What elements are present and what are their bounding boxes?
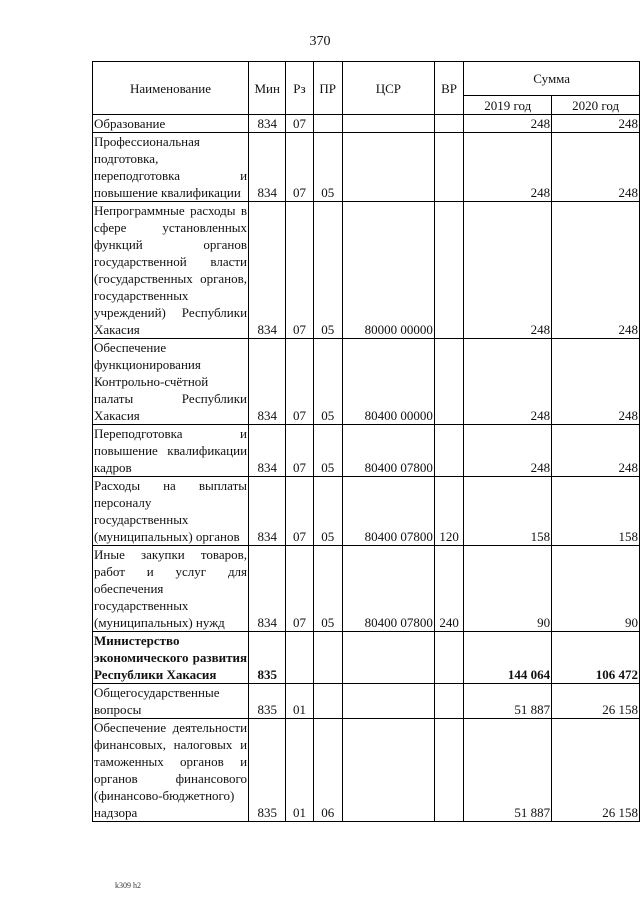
- cell-2019: 90: [464, 546, 552, 632]
- cell-name: Министерство экономического развития Республики Хакасия: [94, 633, 248, 682]
- cell-vr: 240: [434, 546, 464, 632]
- cell-2019: 51 887: [464, 719, 552, 822]
- cell-csr: [342, 719, 434, 822]
- cell-rz: [286, 632, 313, 684]
- header-2020: 2020 год: [552, 96, 640, 115]
- cell-2019: 248: [464, 425, 552, 477]
- cell-name: Обеспечение функционирования Контрольно-счётной палаты Республики Хакасия: [94, 340, 248, 423]
- cell-csr: 80000 00000: [342, 202, 434, 339]
- cell-rz: 07: [286, 339, 313, 425]
- cell-min: 834: [249, 115, 286, 133]
- cell-csr: 80400 07800: [342, 425, 434, 477]
- cell-2019: 144 064: [464, 632, 552, 684]
- table-row: [93, 425, 640, 477]
- cell-rz: 07: [286, 202, 313, 339]
- cell-name: Образование: [93, 115, 249, 133]
- cell-rz: 07: [286, 425, 313, 477]
- cell-name: Расходы на выплаты персоналу государственных (муниципальных) органов: [94, 478, 248, 544]
- header-rz: Рз: [286, 62, 313, 115]
- cell-2019: 248: [464, 133, 552, 202]
- cell-csr: [342, 684, 434, 719]
- cell-vr: 120: [434, 477, 464, 546]
- header-2019: 2019 год: [464, 96, 552, 115]
- cell-vr: [434, 425, 464, 477]
- cell-rz: 07: [286, 133, 313, 202]
- header-csr: ЦСР: [342, 62, 434, 115]
- cell-2020: 26 158: [552, 684, 640, 719]
- cell-pr: 05: [313, 133, 342, 202]
- cell-name: Непрограммные расходы в сфере установленных функций органов государственной власти (государственных органов, государственных учреждений) Республики Хакасия: [94, 203, 248, 337]
- cell-csr: [342, 632, 434, 684]
- table-row: [93, 115, 640, 133]
- cell-2020: 106 472: [552, 632, 640, 684]
- budget-table: [92, 61, 640, 822]
- cell-2019: 248: [464, 202, 552, 339]
- cell-vr: [434, 115, 464, 133]
- cell-rz: 07: [286, 546, 313, 632]
- cell-pr: 05: [313, 202, 342, 339]
- cell-2020: 248: [552, 425, 640, 477]
- cell-name: Обеспечение деятельности финансовых, налоговых и таможенных органов и органов финансового (финансово-бюджетного) надзора: [94, 720, 248, 820]
- header-name: Наименование: [93, 62, 249, 115]
- table-row: [93, 684, 640, 719]
- cell-2019: 51 887: [464, 684, 552, 719]
- cell-pr: 05: [313, 546, 342, 632]
- cell-min: 835: [249, 632, 286, 684]
- cell-2020: 248: [552, 133, 640, 202]
- cell-min: 834: [249, 339, 286, 425]
- cell-min: 834: [249, 202, 286, 339]
- table-row: [93, 546, 640, 632]
- cell-min: 835: [249, 684, 286, 719]
- cell-min: 834: [249, 133, 286, 202]
- cell-csr: [342, 115, 434, 133]
- cell-pr: 06: [313, 719, 342, 822]
- cell-min: 834: [249, 546, 286, 632]
- cell-csr: 80400 00000: [342, 339, 434, 425]
- table-row: [93, 719, 640, 822]
- cell-name: Профессиональная подготовка, переподготовка и повышение квалификации: [94, 134, 248, 200]
- cell-name: Иные закупки товаров, работ и услуг для обеспечения государственных (муниципальных) нужд: [94, 547, 248, 630]
- table-row: [93, 202, 640, 339]
- cell-pr: [313, 684, 342, 719]
- cell-min: 834: [249, 477, 286, 546]
- cell-vr: [434, 719, 464, 822]
- header-min: Мин: [249, 62, 286, 115]
- cell-vr: [434, 133, 464, 202]
- cell-2019: 248: [464, 115, 552, 133]
- table-row: [93, 133, 640, 202]
- cell-rz: 07: [286, 115, 313, 133]
- cell-pr: 05: [313, 477, 342, 546]
- cell-2019: 158: [464, 477, 552, 546]
- table-row: [93, 339, 640, 425]
- cell-2020: 248: [552, 202, 640, 339]
- cell-min: 834: [249, 425, 286, 477]
- cell-vr: [434, 339, 464, 425]
- cell-2020: 248: [552, 339, 640, 425]
- header-vr: ВР: [434, 62, 464, 115]
- cell-pr: [313, 632, 342, 684]
- cell-name: Переподготовка и повышение квалификации кадров: [94, 426, 248, 475]
- cell-min: 835: [249, 719, 286, 822]
- cell-vr: [434, 202, 464, 339]
- cell-vr: [434, 632, 464, 684]
- cell-pr: 05: [313, 425, 342, 477]
- cell-pr: 05: [313, 339, 342, 425]
- header-pr: ПР: [313, 62, 342, 115]
- cell-csr: [342, 133, 434, 202]
- cell-vr: [434, 684, 464, 719]
- cell-rz: 07: [286, 477, 313, 546]
- header-sum: Сумма: [464, 62, 640, 96]
- cell-csr: 80400 07800: [342, 546, 434, 632]
- page-number: 370: [309, 34, 331, 49]
- table-row: [93, 632, 640, 684]
- cell-name: Общегосударственные вопросы: [93, 684, 249, 719]
- cell-rz: 01: [286, 719, 313, 822]
- cell-2020: 26 158: [552, 719, 640, 822]
- cell-2020: 248: [552, 115, 640, 133]
- cell-pr: [313, 115, 342, 133]
- cell-2019: 248: [464, 339, 552, 425]
- cell-2020: 158: [552, 477, 640, 546]
- footer-code: k309 h2: [115, 881, 141, 890]
- cell-rz: 01: [286, 684, 313, 719]
- table-row: [93, 477, 640, 546]
- cell-2020: 90: [552, 546, 640, 632]
- cell-csr: 80400 07800: [342, 477, 434, 546]
